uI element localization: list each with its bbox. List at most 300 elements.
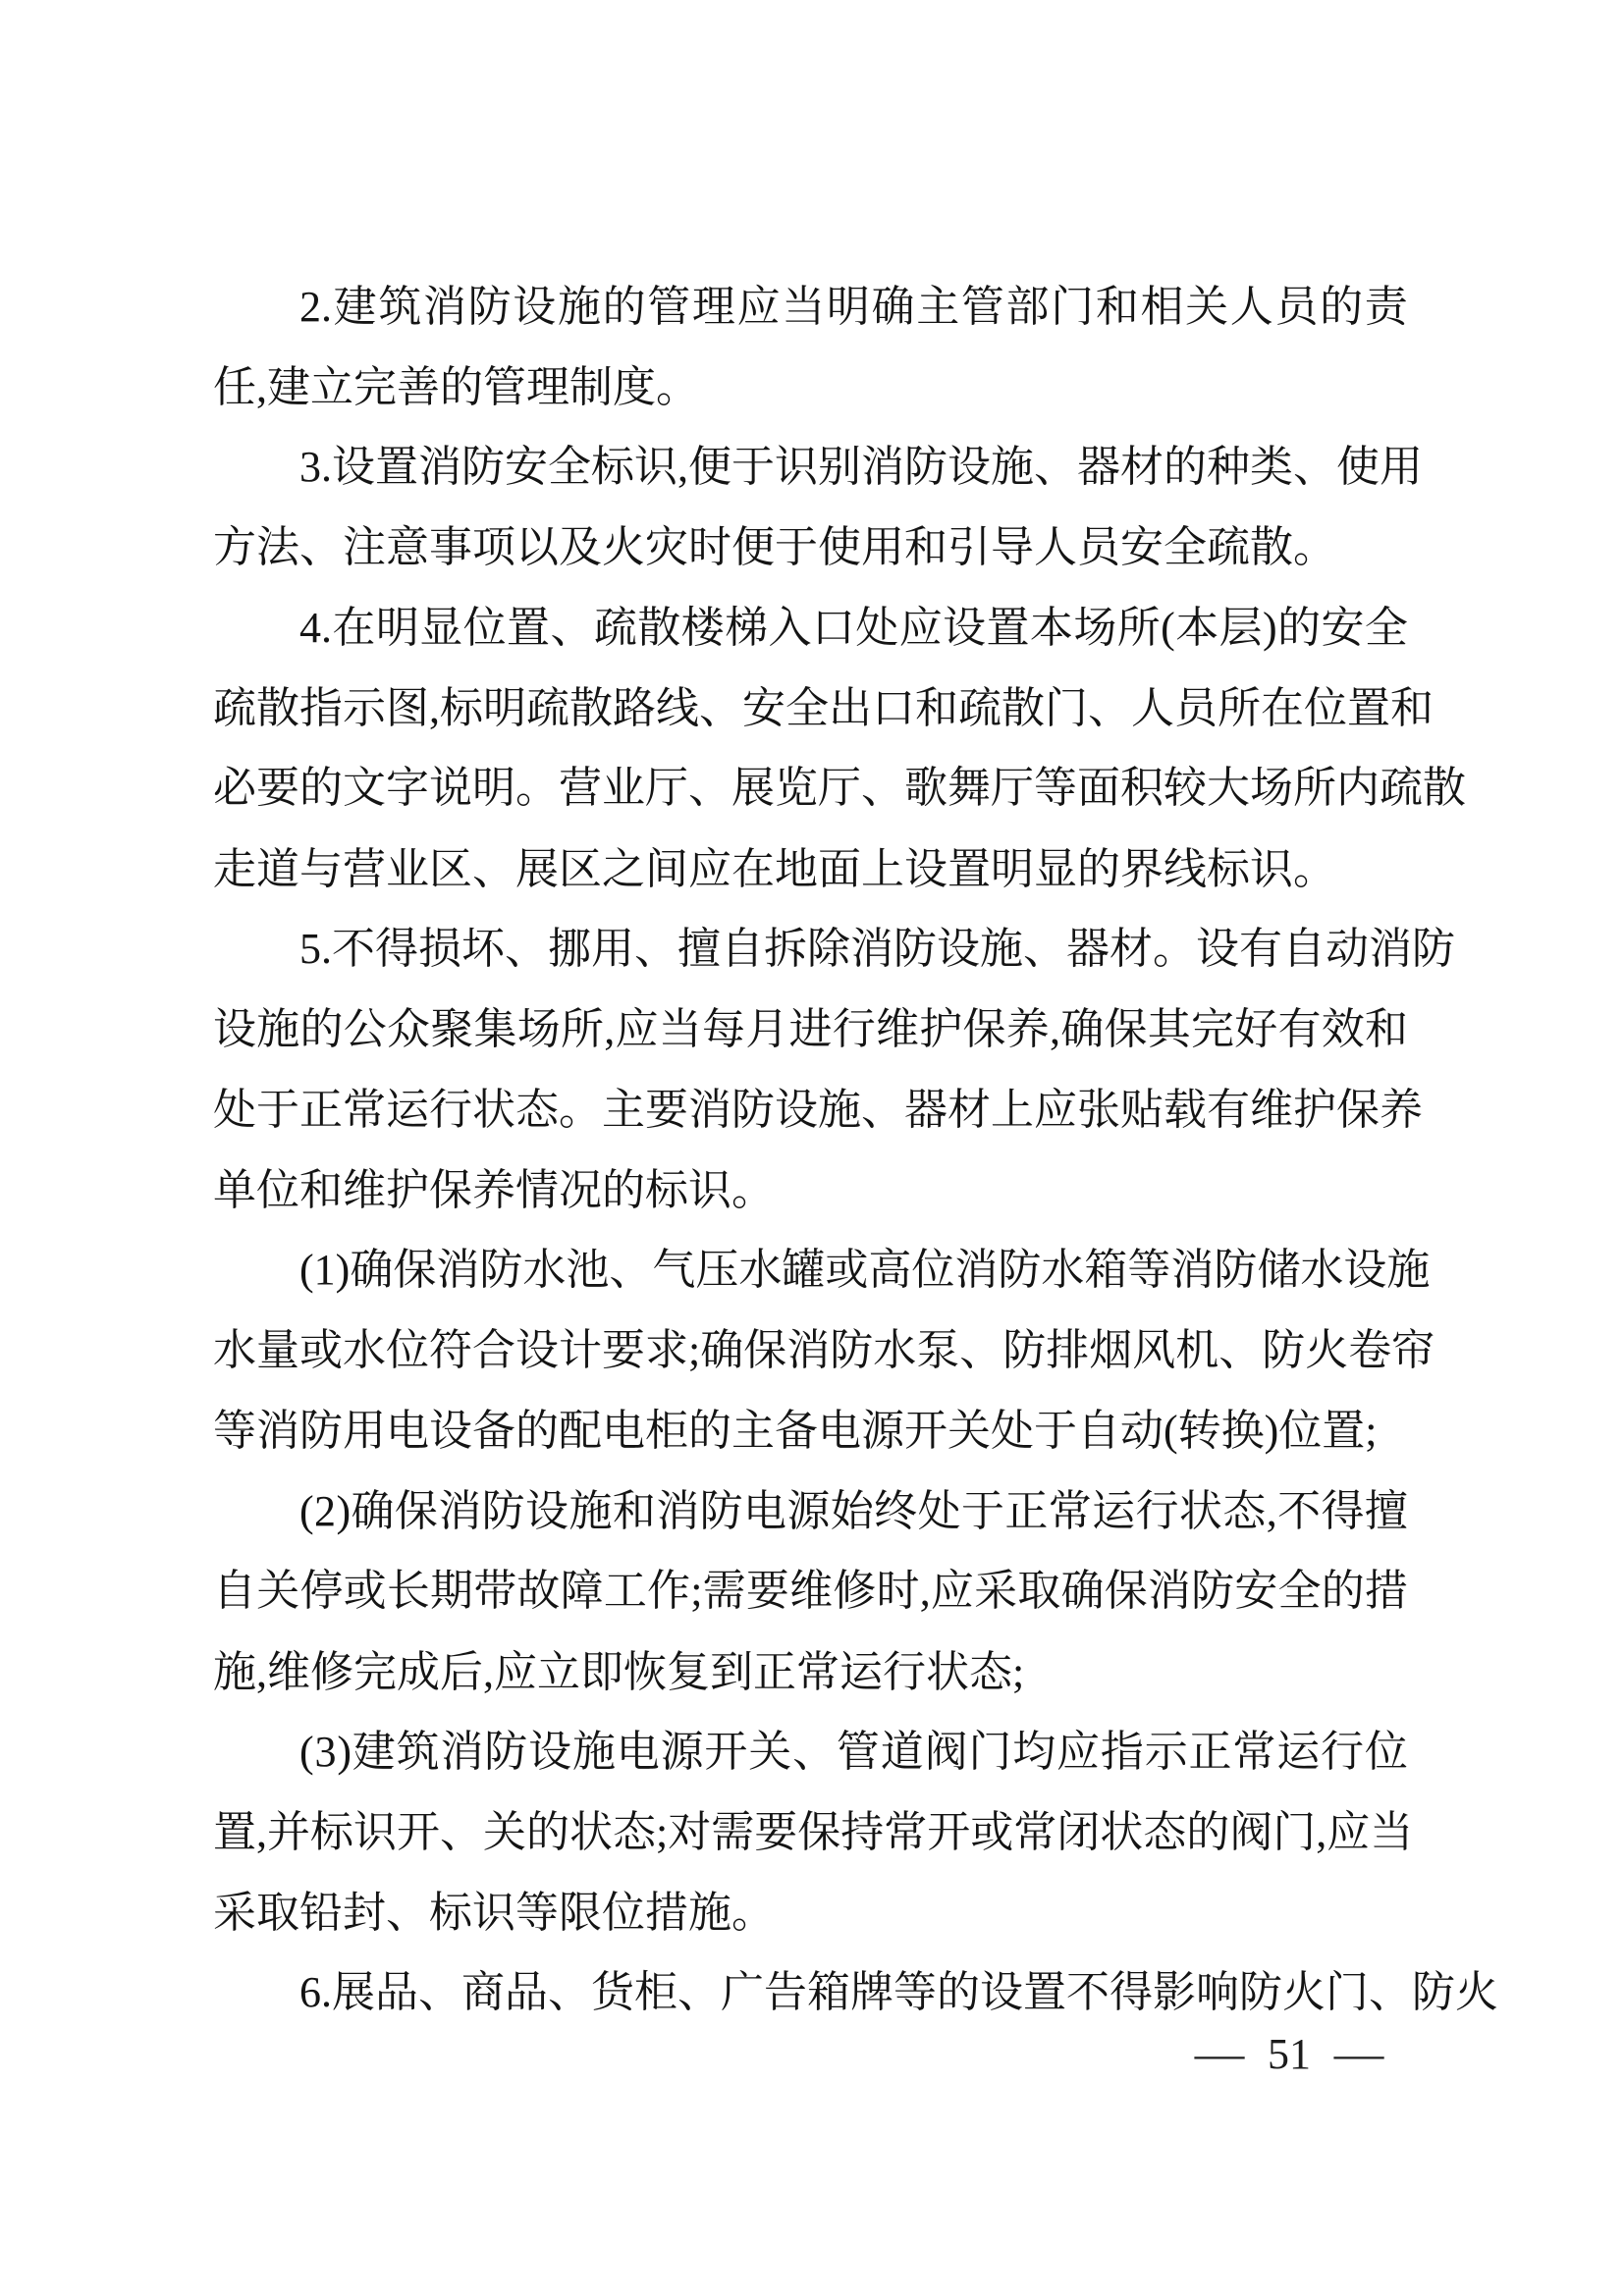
glyph: 说	[429, 764, 472, 813]
glyph: 取	[1017, 1567, 1061, 1616]
text-line	[213, 668, 1434, 749]
glyph: 养	[1005, 1004, 1050, 1053]
glyph: (	[299, 1728, 314, 1777]
glyph: 载	[1164, 1085, 1207, 1134]
glyph: 明	[483, 683, 526, 732]
glyph: 业	[602, 764, 645, 813]
glyph: 关	[483, 1807, 526, 1856]
glyph: 护	[919, 1004, 963, 1053]
glyph: 路	[613, 683, 656, 732]
glyph: 防	[461, 443, 505, 492]
glyph: 施	[571, 1728, 616, 1777]
glyph: 位	[1364, 1728, 1408, 1777]
glyph: 众	[387, 1004, 430, 1053]
glyph: 门	[1326, 1968, 1369, 2017]
glyph: 自	[1282, 925, 1326, 974]
glyph: 卷	[1348, 1326, 1392, 1375]
glyph: 主	[916, 282, 960, 331]
glyph: 疏	[213, 683, 256, 732]
glyph: 3	[314, 1728, 337, 1777]
glyph: 位	[386, 1326, 429, 1375]
glyph: 公	[343, 1004, 387, 1053]
text-line: 等消防用电设备的配电柜的主备电源开关处于自动(转换)位置;	[213, 1407, 1378, 1456]
glyph: 防	[731, 1085, 775, 1134]
glyph: 其	[1147, 1004, 1191, 1053]
glyph: 处	[917, 1486, 961, 1535]
glyph: 部	[1005, 282, 1050, 331]
glyph: 和	[1095, 282, 1139, 331]
glyph: 除	[807, 925, 850, 974]
glyph: )	[1263, 603, 1277, 652]
glyph: 设	[980, 1968, 1023, 2017]
glyph: 行	[429, 1085, 472, 1134]
glyph: 场	[1073, 603, 1117, 652]
glyph: 坏	[461, 925, 505, 974]
glyph: 散	[256, 683, 299, 732]
glyph: 有	[1207, 1085, 1250, 1134]
glyph: 量	[256, 1326, 299, 1375]
glyph: 标	[591, 443, 634, 492]
glyph: 水	[1300, 1246, 1344, 1295]
glyph: 保	[962, 1004, 1006, 1053]
glyph: 消	[656, 1486, 700, 1535]
glyph: 拆	[764, 925, 807, 974]
glyph: ,	[1266, 1486, 1277, 1535]
glyph: 明	[472, 764, 515, 813]
glyph: 、	[1023, 925, 1066, 974]
glyph: 进	[788, 1004, 833, 1053]
glyph: 源	[786, 1486, 831, 1535]
glyph: 器	[1077, 443, 1120, 492]
text-line	[213, 909, 1455, 989]
glyph: 防	[1191, 1567, 1235, 1616]
glyph: 长	[386, 1567, 430, 1616]
glyph: 防	[904, 443, 947, 492]
glyph: 5.	[299, 925, 332, 974]
glyph: 开	[704, 1728, 748, 1777]
glyph: 期	[430, 1567, 474, 1616]
glyph: 场	[516, 1004, 561, 1053]
glyph: 维	[876, 1004, 919, 1053]
glyph: 消	[688, 1085, 731, 1134]
glyph: 和	[1365, 1004, 1408, 1053]
glyph: 需	[711, 1807, 755, 1856]
glyph: 品	[505, 1968, 548, 2017]
glyph: 的	[1164, 443, 1207, 492]
glyph: 品	[375, 1968, 418, 2017]
glyph: 月	[745, 1004, 789, 1053]
glyph: 贴	[1120, 1085, 1164, 1134]
glyph: ,	[429, 683, 440, 732]
glyph: 排	[1046, 1326, 1090, 1375]
glyph: 货	[591, 1968, 634, 2017]
glyph: 安	[1321, 603, 1365, 652]
glyph: 保	[1336, 1085, 1380, 1134]
glyph: 本	[1175, 603, 1219, 652]
glyph: 营	[559, 764, 602, 813]
glyph: 位	[1304, 683, 1347, 732]
glyph: 持	[840, 1807, 885, 1856]
glyph: ;	[690, 1567, 703, 1616]
glyph: 防	[893, 925, 937, 974]
glyph: 显	[419, 603, 463, 652]
glyph: 应	[615, 1004, 659, 1053]
glyph: 水	[1041, 1246, 1085, 1295]
glyph: 筑	[396, 1728, 440, 1777]
glyph: (	[1161, 603, 1175, 652]
glyph: 、	[861, 764, 904, 813]
glyph: 动	[1326, 925, 1369, 974]
glyph: 口	[811, 603, 855, 652]
glyph: 防	[699, 1486, 743, 1535]
glyph: 故	[516, 1567, 561, 1616]
glyph: 本	[1029, 603, 1073, 652]
glyph: 措	[1364, 1567, 1408, 1616]
glyph: 防	[467, 282, 512, 331]
glyph: 火	[1282, 1968, 1326, 2017]
glyph: 筑	[378, 282, 422, 331]
glyph: 采	[974, 1567, 1018, 1616]
glyph: 使	[1336, 443, 1380, 492]
glyph: 关	[748, 1728, 792, 1777]
glyph: 压	[695, 1246, 739, 1295]
glyph: 求	[645, 1326, 688, 1375]
glyph: 人	[1131, 683, 1174, 732]
glyph: 、	[1088, 683, 1131, 732]
glyph: 态	[1143, 1807, 1187, 1856]
glyph: 疏	[526, 683, 569, 732]
glyph: 字	[386, 764, 429, 813]
glyph: 合	[472, 1326, 515, 1375]
glyph: 自	[721, 925, 764, 974]
glyph: 擅	[1364, 1486, 1408, 1535]
text-line	[213, 1070, 1423, 1150]
glyph: 正	[299, 1085, 343, 1134]
glyph: 对	[668, 1807, 712, 1856]
glyph: 得	[375, 925, 418, 974]
glyph: 或	[970, 1807, 1014, 1856]
glyph: 和	[1390, 683, 1434, 732]
glyph: 保	[743, 1326, 787, 1375]
glyph: 大	[1207, 764, 1250, 813]
glyph: 自	[213, 1567, 256, 1616]
glyph: 设	[525, 1486, 569, 1535]
glyph: 主	[602, 1085, 645, 1134]
glyph: 积	[1120, 764, 1164, 813]
glyph: ;	[656, 1807, 669, 1856]
glyph: 、	[609, 1246, 653, 1295]
glyph: 防	[1412, 925, 1455, 974]
glyph: 标	[440, 683, 483, 732]
glyph: 效	[1321, 1004, 1365, 1053]
glyph: 常	[884, 1807, 928, 1856]
glyph: 门	[968, 1728, 1012, 1777]
glyph: 有	[1277, 1004, 1322, 1053]
glyph: 保	[393, 1246, 437, 1295]
glyph: 挪	[548, 925, 591, 974]
glyph: 厅	[645, 764, 688, 813]
glyph: )	[337, 1728, 352, 1777]
glyph: ,	[919, 1567, 931, 1616]
glyph: 水	[213, 1326, 256, 1375]
glyph: 消	[440, 1728, 484, 1777]
text-line: 方法、注意事项以及火灾时便于使用和引导人员安全疏散。	[213, 523, 1336, 572]
glyph: 的	[526, 1807, 569, 1856]
glyph: 状	[472, 1085, 515, 1134]
glyph: 在	[1261, 683, 1304, 732]
glyph: 要	[602, 1326, 645, 1375]
glyph: 应	[1056, 1728, 1101, 1777]
glyph: 应	[1326, 1807, 1371, 1856]
glyph: 防	[484, 1728, 528, 1777]
glyph: 消	[786, 1326, 831, 1375]
glyph: 、	[792, 1728, 837, 1777]
glyph: 得	[1110, 1968, 1153, 2017]
glyph: 。	[1153, 925, 1196, 974]
glyph: 消	[1170, 1246, 1215, 1295]
glyph: 正	[1188, 1728, 1232, 1777]
glyph: 指	[299, 683, 343, 732]
glyph: 保	[797, 1807, 841, 1856]
glyph: 消	[1147, 1567, 1191, 1616]
glyph: 置	[375, 443, 418, 492]
glyph: ,	[256, 1807, 267, 1856]
text-line	[213, 428, 1423, 508]
glyph: 的	[1277, 603, 1322, 652]
glyph: 箱	[807, 1968, 850, 2017]
glyph: 等	[1034, 764, 1077, 813]
glyph: 所	[1116, 603, 1161, 652]
glyph: 用	[1380, 443, 1423, 492]
glyph: 3.	[299, 443, 332, 492]
glyph: 散	[569, 683, 613, 732]
glyph: 、	[505, 925, 548, 974]
glyph: 器	[904, 1085, 947, 1134]
glyph: 施	[991, 443, 1034, 492]
text-line	[213, 1953, 1498, 2034]
glyph: 、	[1218, 1326, 1263, 1375]
glyph: 标	[310, 1807, 353, 1856]
glyph: 态	[613, 1807, 656, 1856]
glyph: 于	[731, 443, 775, 492]
glyph: 符	[429, 1326, 472, 1375]
text-line	[213, 989, 1408, 1070]
glyph: 设	[947, 443, 991, 492]
glyph: 机	[1175, 1326, 1219, 1375]
glyph: 池	[566, 1246, 610, 1295]
glyph: 火	[1305, 1326, 1349, 1375]
glyph: 所	[561, 1004, 604, 1053]
glyph: 面	[1077, 764, 1120, 813]
glyph: 建	[333, 282, 377, 331]
glyph: 安	[505, 443, 548, 492]
glyph: 告	[764, 1968, 807, 2017]
glyph: 消	[438, 1486, 482, 1535]
glyph: 维	[1250, 1085, 1293, 1134]
glyph: ,	[604, 1004, 616, 1053]
glyph: 电	[616, 1728, 660, 1777]
glyph: 材	[947, 1085, 991, 1134]
glyph: 保	[1104, 1567, 1148, 1616]
glyph: 防	[479, 1246, 523, 1295]
glyph: 消	[850, 925, 893, 974]
glyph: 防	[1262, 1326, 1306, 1375]
glyph: 防	[481, 1486, 525, 1535]
glyph: 施	[980, 925, 1023, 974]
glyph: 、	[550, 603, 594, 652]
glyph: 管	[836, 1728, 880, 1777]
glyph: (	[299, 1486, 314, 1535]
glyph: 不	[332, 925, 375, 974]
glyph: 行	[1321, 1728, 1365, 1777]
glyph: 散	[1423, 764, 1466, 813]
glyph: 常	[1232, 1728, 1276, 1777]
text-line	[213, 1792, 1414, 1873]
glyph: 、	[688, 764, 731, 813]
text-line: 走道与营业区、展区之间应在地面上设置明显的界线标识。	[213, 844, 1336, 893]
glyph: 识	[775, 443, 818, 492]
glyph: 处	[213, 1085, 256, 1134]
glyph: 维	[789, 1567, 834, 1616]
glyph: 箱	[1084, 1246, 1128, 1295]
glyph: 上	[991, 1085, 1034, 1134]
glyph: 应	[898, 603, 943, 652]
glyph: 员	[1274, 282, 1319, 331]
glyph: 梯	[725, 603, 769, 652]
glyph: 运	[1276, 1728, 1321, 1777]
glyph: 罐	[782, 1246, 826, 1295]
glyph: 状	[569, 1807, 613, 1856]
glyph: 建	[352, 1728, 396, 1777]
glyph: 指	[1100, 1728, 1144, 1777]
glyph: 闭	[1056, 1807, 1101, 1856]
text-line	[213, 1310, 1435, 1391]
glyph: 层	[1218, 603, 1263, 652]
glyph: 施	[1386, 1246, 1431, 1295]
glyph: 置	[507, 603, 551, 652]
glyph: 防	[1239, 1968, 1282, 2017]
glyph: 保	[394, 1486, 438, 1535]
glyph: 4.	[299, 603, 332, 652]
glyph: 全	[1364, 603, 1408, 652]
glyph: 、	[1293, 443, 1336, 492]
glyph: 设	[332, 443, 375, 492]
text-line: 施,维修完成后,应立即恢复到正常运行状态;	[213, 1647, 1025, 1696]
text-line	[213, 267, 1408, 347]
glyph: 、	[699, 683, 742, 732]
glyph: 和	[915, 683, 958, 732]
glyph: (	[299, 1246, 314, 1295]
glyph: 作	[647, 1567, 691, 1616]
glyph: 牌	[850, 1968, 893, 2017]
glyph: 舞	[947, 764, 991, 813]
glyph: 确	[1060, 1004, 1105, 1053]
glyph: 于	[960, 1486, 1004, 1535]
glyph: 明	[375, 603, 419, 652]
glyph: 歌	[904, 764, 947, 813]
glyph: 识	[353, 1807, 397, 1856]
glyph: 要	[256, 764, 299, 813]
text-line	[213, 1712, 1408, 1792]
glyph: 的	[1186, 1807, 1230, 1856]
glyph: 水	[738, 1246, 783, 1295]
glyph: 在	[332, 603, 376, 652]
glyph: 当	[658, 1004, 702, 1053]
text-line: 单位和维护保养情况的标识。	[213, 1165, 775, 1214]
glyph: 损	[418, 925, 461, 974]
footer-left-dash: —	[1194, 2029, 1245, 2078]
glyph: 识	[634, 443, 677, 492]
glyph: 终	[874, 1486, 918, 1535]
glyph: 确	[700, 1326, 744, 1375]
glyph: 防	[1002, 1326, 1047, 1375]
glyph: 便	[688, 443, 731, 492]
text-line: 采取铅封、标识等限位措施。	[213, 1888, 775, 1937]
glyph: 设	[1343, 1246, 1387, 1295]
glyph: 有	[1239, 925, 1282, 974]
glyph: 保	[1104, 1004, 1148, 1053]
glyph: 理	[691, 282, 735, 331]
glyph: 、	[548, 1968, 591, 2017]
glyph: 开	[927, 1807, 971, 1856]
glyph: 全	[785, 683, 829, 732]
glyph: 集	[473, 1004, 517, 1053]
glyph: 施	[568, 1486, 613, 1535]
glyph: ,	[1316, 1807, 1327, 1856]
glyph: )	[336, 1486, 352, 1535]
glyph: 态	[1222, 1486, 1267, 1535]
glyph: 员	[1174, 683, 1218, 732]
glyph: 的	[299, 764, 343, 813]
glyph: 位	[911, 1246, 955, 1295]
page-number: 51	[1268, 2029, 1311, 2078]
glyph: 楼	[680, 603, 725, 652]
glyph: 展	[731, 764, 775, 813]
glyph: 疏	[1380, 764, 1423, 813]
glyph: 1	[313, 1246, 336, 1295]
glyph: 的	[1321, 1567, 1365, 1616]
glyph: 每	[702, 1004, 745, 1053]
glyph: 设	[937, 925, 980, 974]
text-line	[213, 749, 1466, 829]
glyph: 管	[647, 282, 691, 331]
glyph: ;	[688, 1326, 701, 1375]
text-line	[213, 1231, 1431, 1311]
glyph: 的	[299, 1004, 344, 1053]
glyph: 消	[861, 443, 904, 492]
glyph: 运	[386, 1085, 429, 1134]
glyph: 文	[343, 764, 386, 813]
glyph: 关	[256, 1567, 300, 1616]
glyph: 张	[1077, 1085, 1120, 1134]
glyph: 储	[1257, 1246, 1301, 1295]
glyph: 状	[1178, 1486, 1222, 1535]
glyph: 于	[256, 1085, 299, 1134]
glyph: 态	[515, 1085, 559, 1134]
glyph: 得	[1321, 1486, 1365, 1535]
glyph: 均	[1012, 1728, 1056, 1777]
glyph: 防	[998, 1246, 1042, 1295]
glyph: 设	[515, 1326, 559, 1375]
glyph: 、	[440, 1807, 483, 1856]
glyph: 火	[1455, 1968, 1498, 2017]
glyph: 置	[1347, 683, 1390, 732]
glyph: 散	[637, 603, 681, 652]
glyph: 2	[314, 1486, 337, 1535]
glyph: 口	[872, 683, 915, 732]
glyph: 的	[1320, 282, 1364, 331]
glyph: 线	[656, 683, 699, 732]
